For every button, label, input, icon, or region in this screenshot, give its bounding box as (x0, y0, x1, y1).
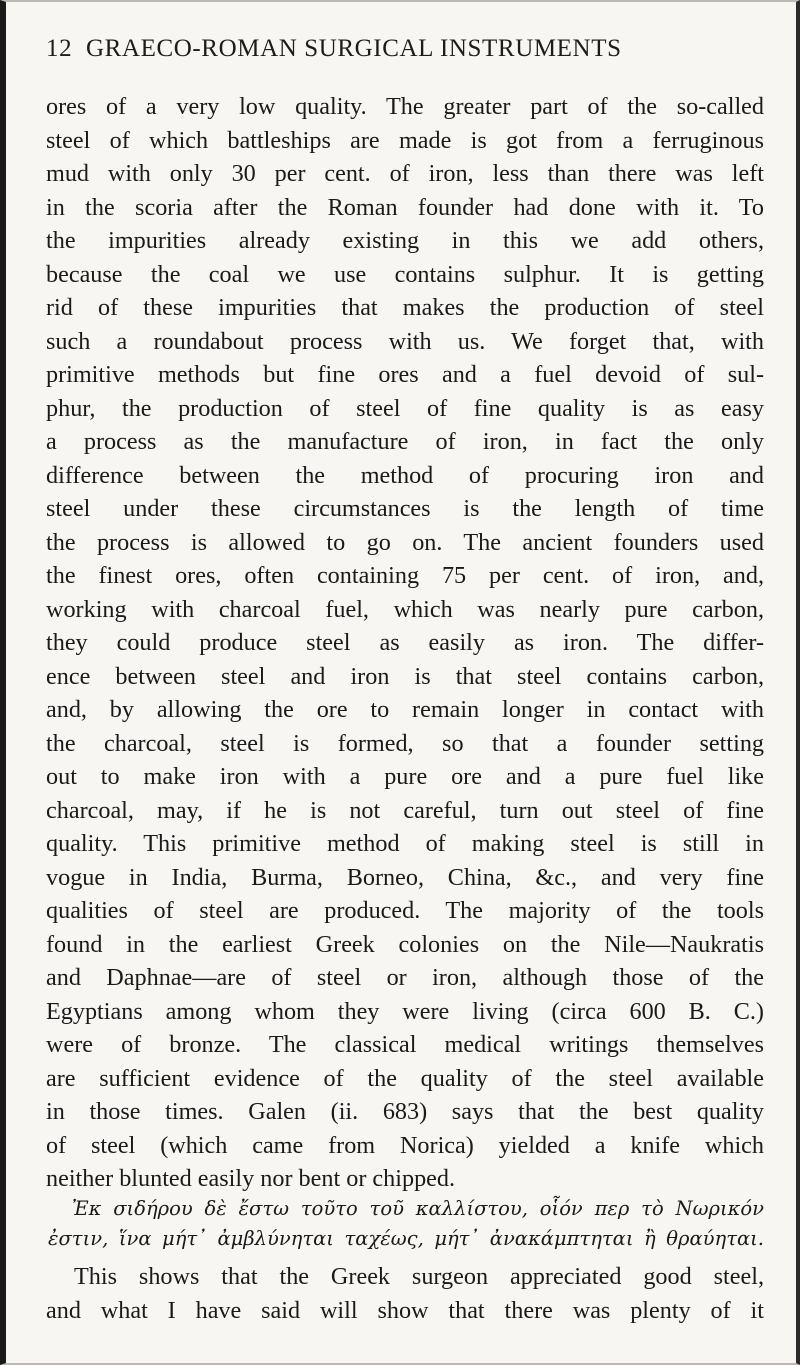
text-line: and Daphnae—are of steel or iron, although those of the (46, 964, 764, 991)
quote-line: ἐστιν, ἵνα μήτ᾽ ἀμβλύνηται ταχέως, μήτ᾽ ἀνακάμπτηται ἢ θραύηται. (48, 1227, 764, 1250)
text-line: rid of these impurities that makes the production of steel (46, 294, 764, 321)
text-line: out to make iron with a pure ore and a pure fuel like (46, 763, 764, 790)
text-line: qualities of steel are produced. The majority of the tools (46, 897, 764, 924)
text-line: they could produce steel as easily as iron. The differ- (46, 629, 764, 656)
text-line: working with charcoal fuel, which was nearly pure carbon, (46, 595, 764, 623)
text-line: steel under these circumstances is the length of time (46, 495, 764, 522)
text-line: and what I have said will show that there was plenty of it (46, 1296, 764, 1324)
text-line: difference between the method of procuring iron and (46, 461, 764, 489)
text-line: in the scoria after the Roman founder had done with it. To (46, 193, 764, 221)
text-line: phur, the production of steel of fine quality is as easy (46, 394, 764, 422)
text-line: vogue in India, Burma, Borneo, China, &c., and very fine (46, 863, 764, 891)
text-line: of steel (which came from Norica) yielded a knife which (46, 1131, 764, 1159)
page-number: 12 (46, 35, 73, 62)
text-line: charcoal, may, if he is not careful, turn out steel of fine (46, 796, 764, 824)
text-line: mud with only 30 per cent. of iron, less than there was left (46, 160, 764, 187)
text-line: in those times. Galen (ii. 683) says that the best quality (46, 1098, 764, 1125)
text-line: a process as the manufacture of iron, in fact the only (46, 428, 764, 455)
text-line: are sufficient evidence of the quality of the steel available (46, 1064, 764, 1092)
text-line: the process is allowed to go on. The ancient founders used (46, 528, 764, 556)
text-line: the finest ores, often containing 75 per cent. of iron, and, (46, 562, 764, 589)
text-line: the impurities already existing in this we add others, (46, 227, 764, 254)
text-line: were of bronze. The classical medical writings themselves (46, 1031, 764, 1058)
text-line: primitive methods but fine ores and a fuel devoid of sul- (46, 361, 764, 388)
text-line: because the coal we use contains sulphur. It is getting (46, 260, 764, 288)
text-line: and, by allowing the ore to remain longer in contact with (46, 696, 764, 723)
text-line: neither blunted easily nor bent or chipped. (46, 1165, 456, 1192)
running-title: GRAECO-ROMAN SURGICAL INSTRUMENTS (86, 35, 622, 62)
text-line: such a roundabout process with us. We forget that, with (46, 327, 764, 355)
text-line: ence between steel and iron is that steel contains carbon, (46, 662, 764, 690)
text-line: This shows that the Greek surgeon appreciated good steel, (74, 1263, 764, 1290)
text-line: ores of a very low quality. The greater part of the so-called (46, 93, 764, 120)
greek-quotation (48, 1194, 764, 1254)
main-paragraph (46, 90, 764, 1196)
text-line: found in the earliest Greek colonies on the Nile—Naukratis (46, 930, 764, 958)
page-header (46, 35, 766, 69)
text-line: quality. This primitive method of making steel is still in (46, 830, 764, 857)
text-line: steel of which battleships are made is got from a ferruginous (46, 126, 764, 154)
closing-paragraph (46, 1260, 764, 1327)
quote-line: Ἐκ σιδήρου δὲ ἔστω τοῦτο τοῦ καλλίστου, οἷόν περ τὸ Νωρικόν (72, 1197, 764, 1220)
text-line: the charcoal, steel is formed, so that a founder setting (46, 729, 764, 757)
text-line: Egyptians among whom they were living (circa 600 B. C.) (46, 997, 764, 1025)
